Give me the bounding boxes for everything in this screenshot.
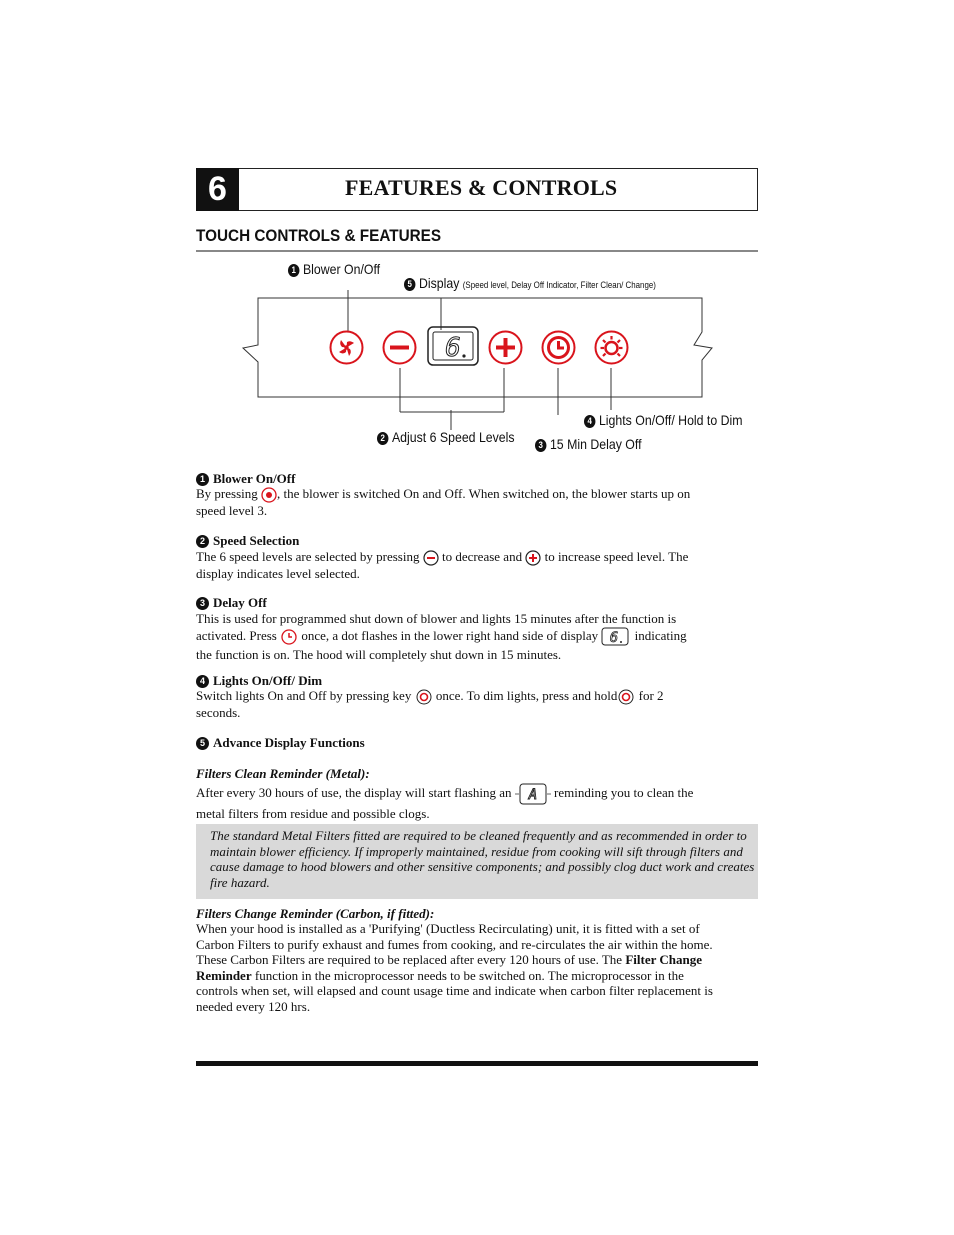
callout-number: 1 [288,264,299,277]
label-speed: 2 Adjust 6 Speed Levels [377,429,515,445]
filters-clean-text: After every 30 hours of use, the display will start flashing an A reminding you to clean the metal filters from residue and possible clogs. [196,782,756,822]
section-speed-heading: 2 Speed Selection [196,533,299,549]
plus-icon [488,330,523,365]
light-icon [594,330,629,365]
section-lights-text: Switch lights On and Off by pressing key once. To dim lights, press and hold for 2 seconds. [196,688,664,721]
fan-icon [261,487,277,503]
section-delay-heading: 3 Delay Off [196,595,267,611]
light-icon [617,689,635,705]
filters-change-text: When your hood is installed as a 'Purifying' (Ductless Recirculating) unit, it is fitted with a set of Carbon Filters to purify exhaust and fumes from cooking, and re-circulates the air within the home. These Carbon Filters are required to be replaced after every 120 hours of use. The Filter Change Reminder function in the microprocessor needs to be switched on. The microprocessor in the controls when set, will elapsed and count usage time and indicate when carbon filter replacement is needed every 120 hrs. [196,921,713,1014]
label-blower: 1 Blower On/Off [288,261,380,277]
section-blower-text: By pressing , the blower is switched On and Off. When switched on, the blower starts up on speed level 3. [196,486,691,519]
fan-icon [329,330,364,365]
section-display-heading: 5 Advance Display Functions [196,735,365,751]
timer-icon [541,330,576,365]
plus-icon [525,550,541,566]
section-speed-text: The 6 speed levels are selected by pressing to decrease and to increase speed level. The display indicates level selected. [196,549,689,582]
section-delay-text: This is used for programmed shut down of blower and lights 15 minutes after the function is activated. Press once, a dot flashes in the lower right hand side of display 6 indicating the function is on. The hood will completely shut down in 15 minutes. [196,611,687,662]
label-lights: 4 Lights On/Off/ Hold to Dim [584,412,743,428]
timer-icon [280,629,298,645]
display-icon [601,627,631,647]
delay-off-button[interactable] [541,330,576,370]
callout-number: 4 [584,415,595,428]
minus-icon [423,550,439,566]
filters-change-heading: Filters Change Reminder (Carbon, if fitted): [196,906,435,921]
lights-button[interactable] [594,330,629,370]
subheading: TOUCH CONTROLS & FEATURES [196,226,442,245]
note-text: The standard Metal Filters fitted are required to be cleaned frequently and as recommended in order to maintain blower efficiency. If improperly maintained, residue from cooking will sift through filters and cause damage to hood blowers and other sensitive components; and possibly clog duct work and creates fire hazard. [210,828,755,890]
leader-speed-stem [450,410,452,430]
callout-number: 5 [404,278,415,291]
display-window [427,326,479,371]
speed-increase-button[interactable] [488,330,523,370]
filter-clean-display-icon [515,782,551,806]
speed-decrease-button[interactable] [382,330,417,370]
section-number: 6 [196,168,239,211]
filters-clean-heading: Filters Clean Reminder (Metal): [196,766,370,781]
minus-icon [382,330,417,365]
svg-text:6: 6 [610,629,619,646]
section-blower-heading: 1 Blower On/Off [196,471,295,487]
label-display: 5 Display (Speed level, Delay Off Indicator, Filter Clean/ Change) [404,275,656,291]
callout-number: 3 [535,439,546,452]
subheading-rule [196,250,758,252]
footer-rule [196,1061,758,1066]
blower-button[interactable] [329,330,364,370]
control-panel-diagram [236,290,726,415]
display-digit: 6 [445,333,461,363]
svg-text:A: A [528,787,538,803]
light-icon [415,689,433,705]
seven-segment-display [427,326,479,366]
page-title: FEATURES & CONTROLS [345,175,618,200]
section-lights-heading: 4 Lights On/Off/ Dim [196,673,322,689]
label-delay: 3 15 Min Delay Off [535,436,641,452]
callout-number: 2 [377,432,388,445]
